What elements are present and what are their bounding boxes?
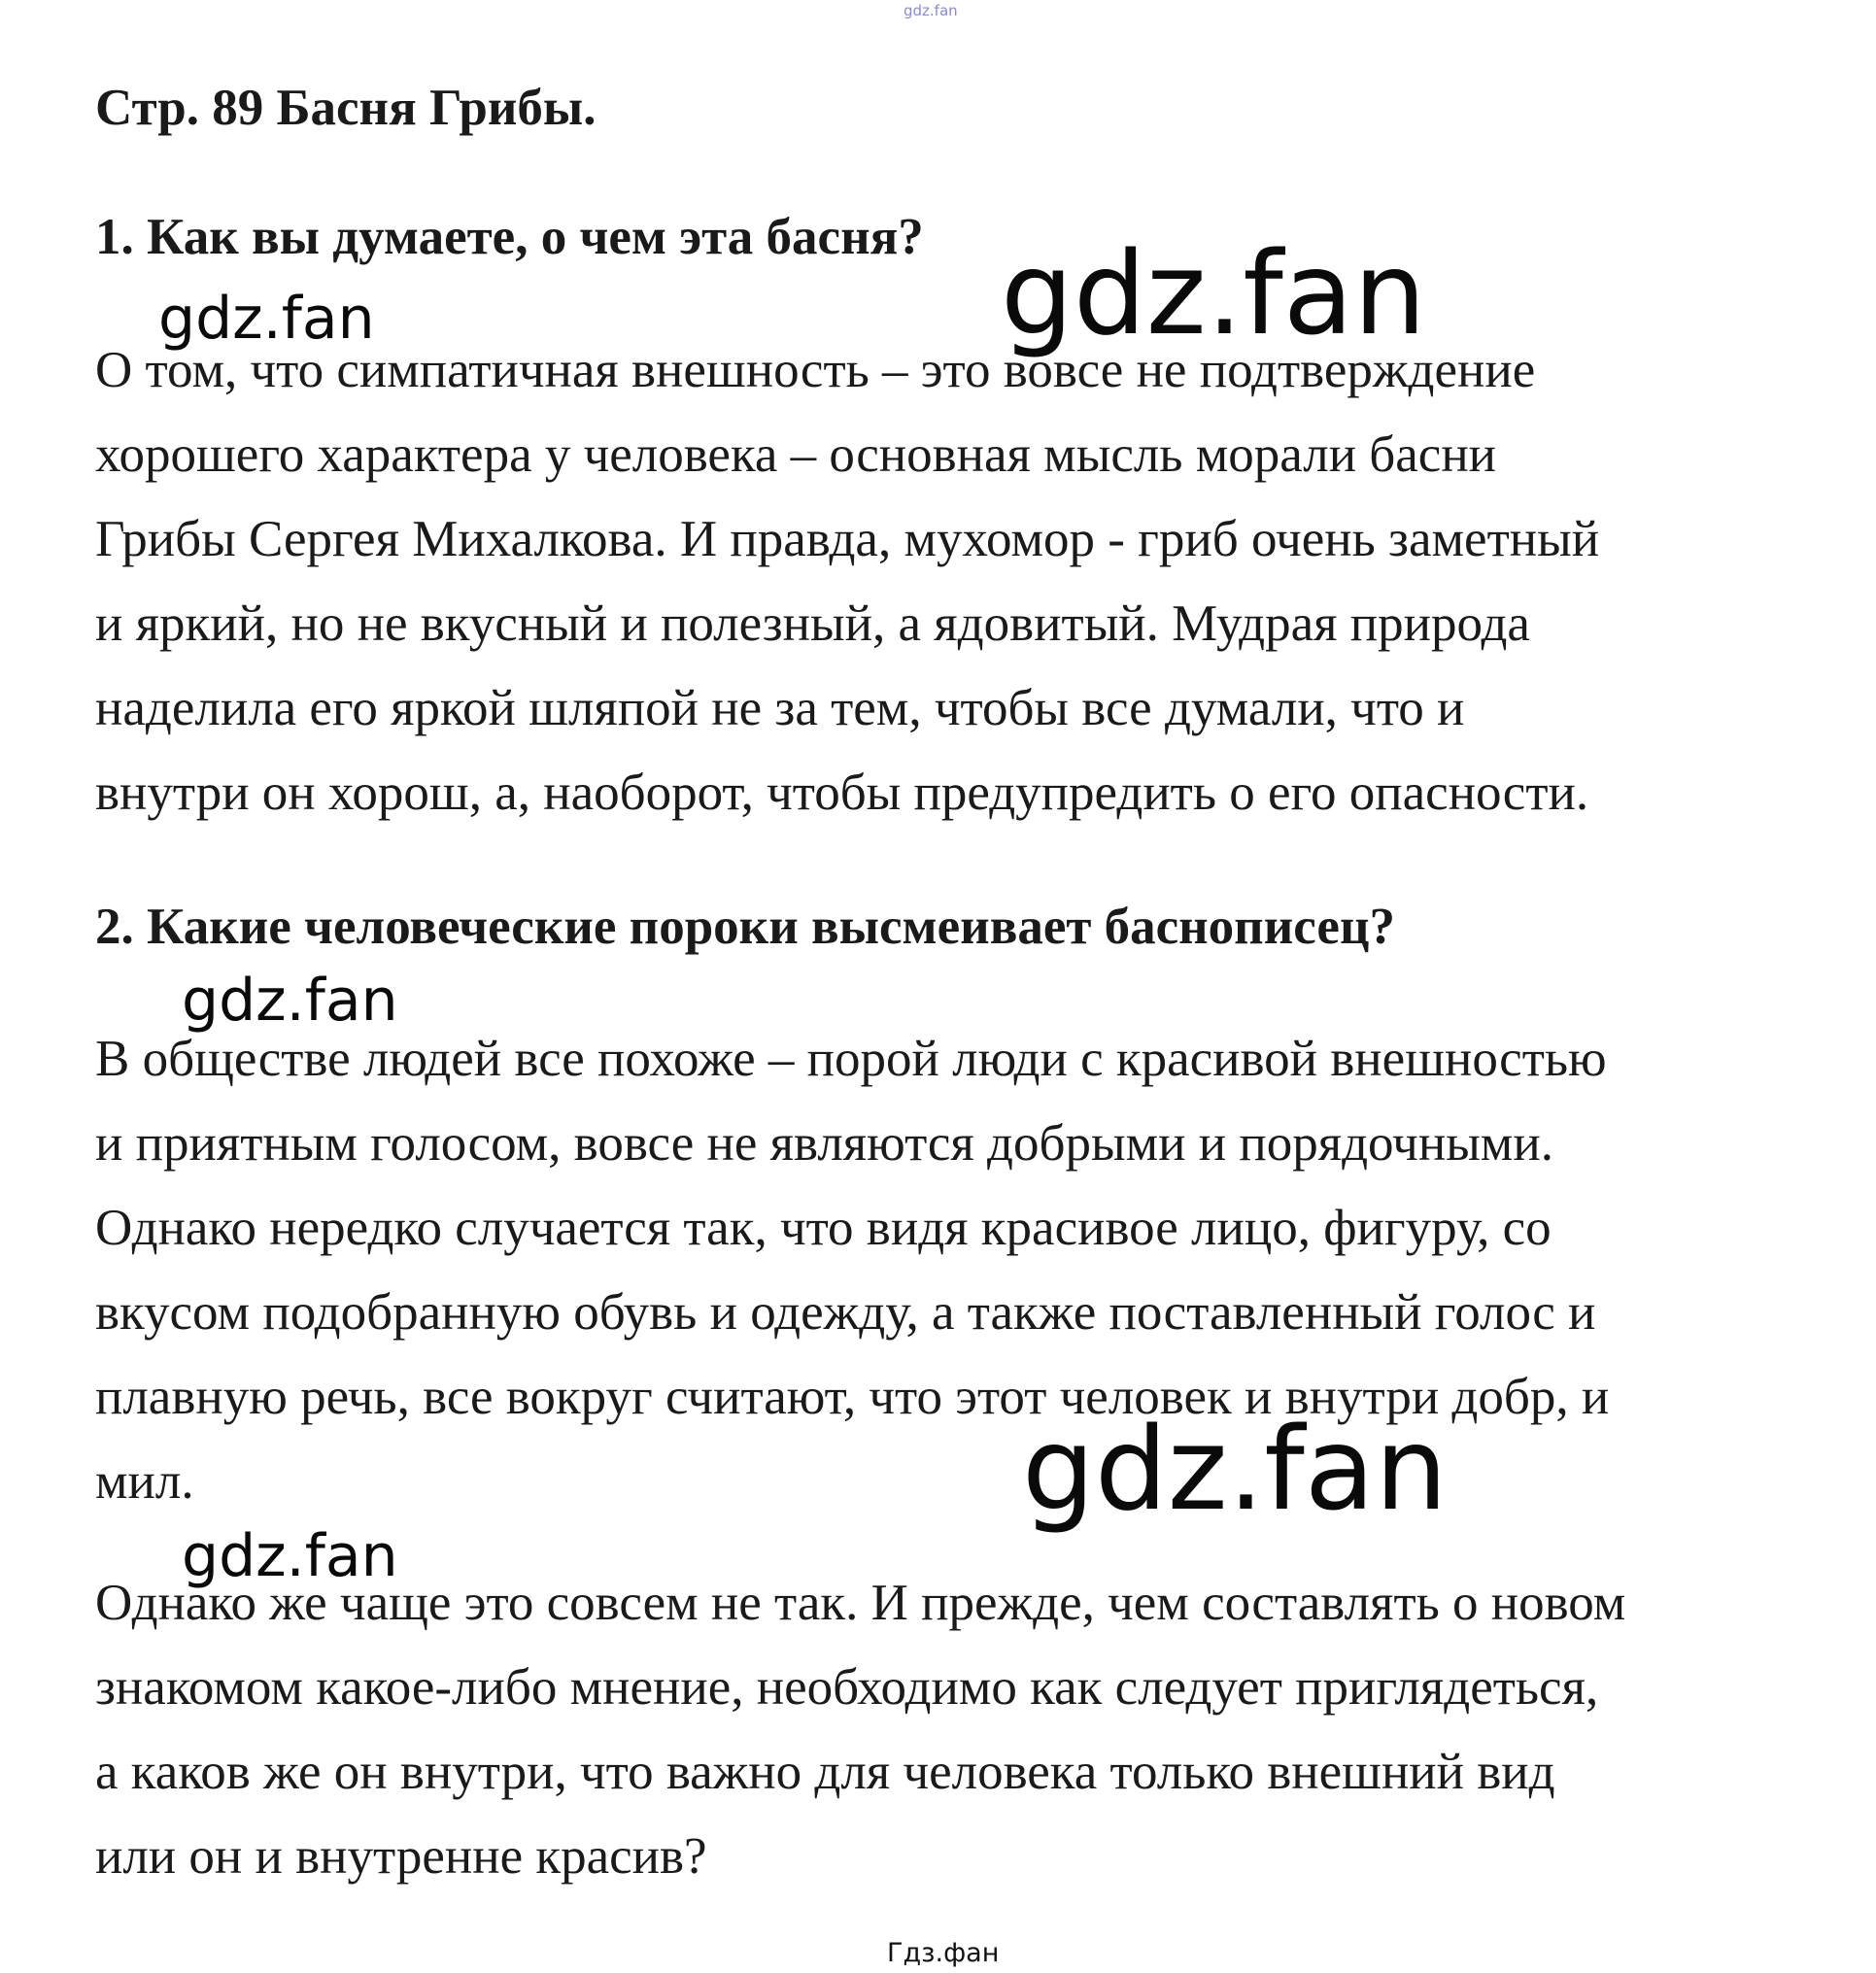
header-watermark: gdz.fan	[904, 2, 958, 19]
q2-answer-line: Однако же чаще это совсем не так. И прежде, чем составлять о новом	[95, 1575, 1626, 1631]
q2-answer-line: и приятным голосом, вовсе не являются добрыми и порядочными.	[95, 1115, 1553, 1172]
q2-answer-line: Однако нередко случается так, что видя красивое лицо, фигуру, со	[95, 1200, 1552, 1256]
watermark-small: gdz.fan	[182, 967, 398, 1035]
q2-answer-line: плавную речь, все вокруг считают, что этот человек и внутри добр, и	[95, 1369, 1610, 1425]
q2-answer-line: а каков же он внутри, что важно для человека только внешний вид	[95, 1744, 1555, 1800]
page-title: Стр. 89 Басня Грибы.	[95, 80, 597, 136]
q2-answer-line: В обществе людей все похоже – порой люди с красивой внешностью	[95, 1031, 1607, 1087]
q1-answer-line: хорошего характера у человека – основная мысль морали басни	[95, 426, 1497, 483]
q1-answer-line: наделила его яркой шляпой не за тем, чтобы все думали, что и	[95, 680, 1465, 736]
q1-answer-line: внутри он хорош, а, наоборот, чтобы предупредить о его опасности.	[95, 765, 1589, 821]
watermark-large: gdz.fan	[1001, 226, 1426, 360]
q2-answer-line: мил.	[95, 1453, 194, 1510]
q1-answer-line: Грибы Сергея Михалкова. И правда, мухомор - гриб очень заметный	[95, 511, 1600, 567]
question-1: 1. Как вы думаете, о чем эта басня?	[95, 209, 924, 265]
q1-answer-line: О том, что симпатичная внешность – это вовсе не подтверждение	[95, 342, 1536, 398]
q2-answer-line: знакомом какое-либо мнение, необходимо как следует приглядеться,	[95, 1659, 1599, 1716]
q2-answer-line: вкусом подобранную обувь и одежду, а также поставленный голос и	[95, 1284, 1596, 1341]
footer-watermark: Гдз.фан	[887, 1938, 1000, 1968]
q1-answer-line: и яркий, но не вкусный и полезный, а ядовитый. Мудрая природа	[95, 595, 1530, 652]
question-2: 2. Какие человеческие пороки высмеивает баснописец?	[95, 899, 1395, 955]
watermark-large: gdz.fan	[1022, 1402, 1448, 1536]
q2-answer-line: или он и внутренне красив?	[95, 1828, 707, 1885]
watermark-small: gdz.fan	[158, 285, 375, 353]
watermark-small: gdz.fan	[182, 1522, 398, 1590]
